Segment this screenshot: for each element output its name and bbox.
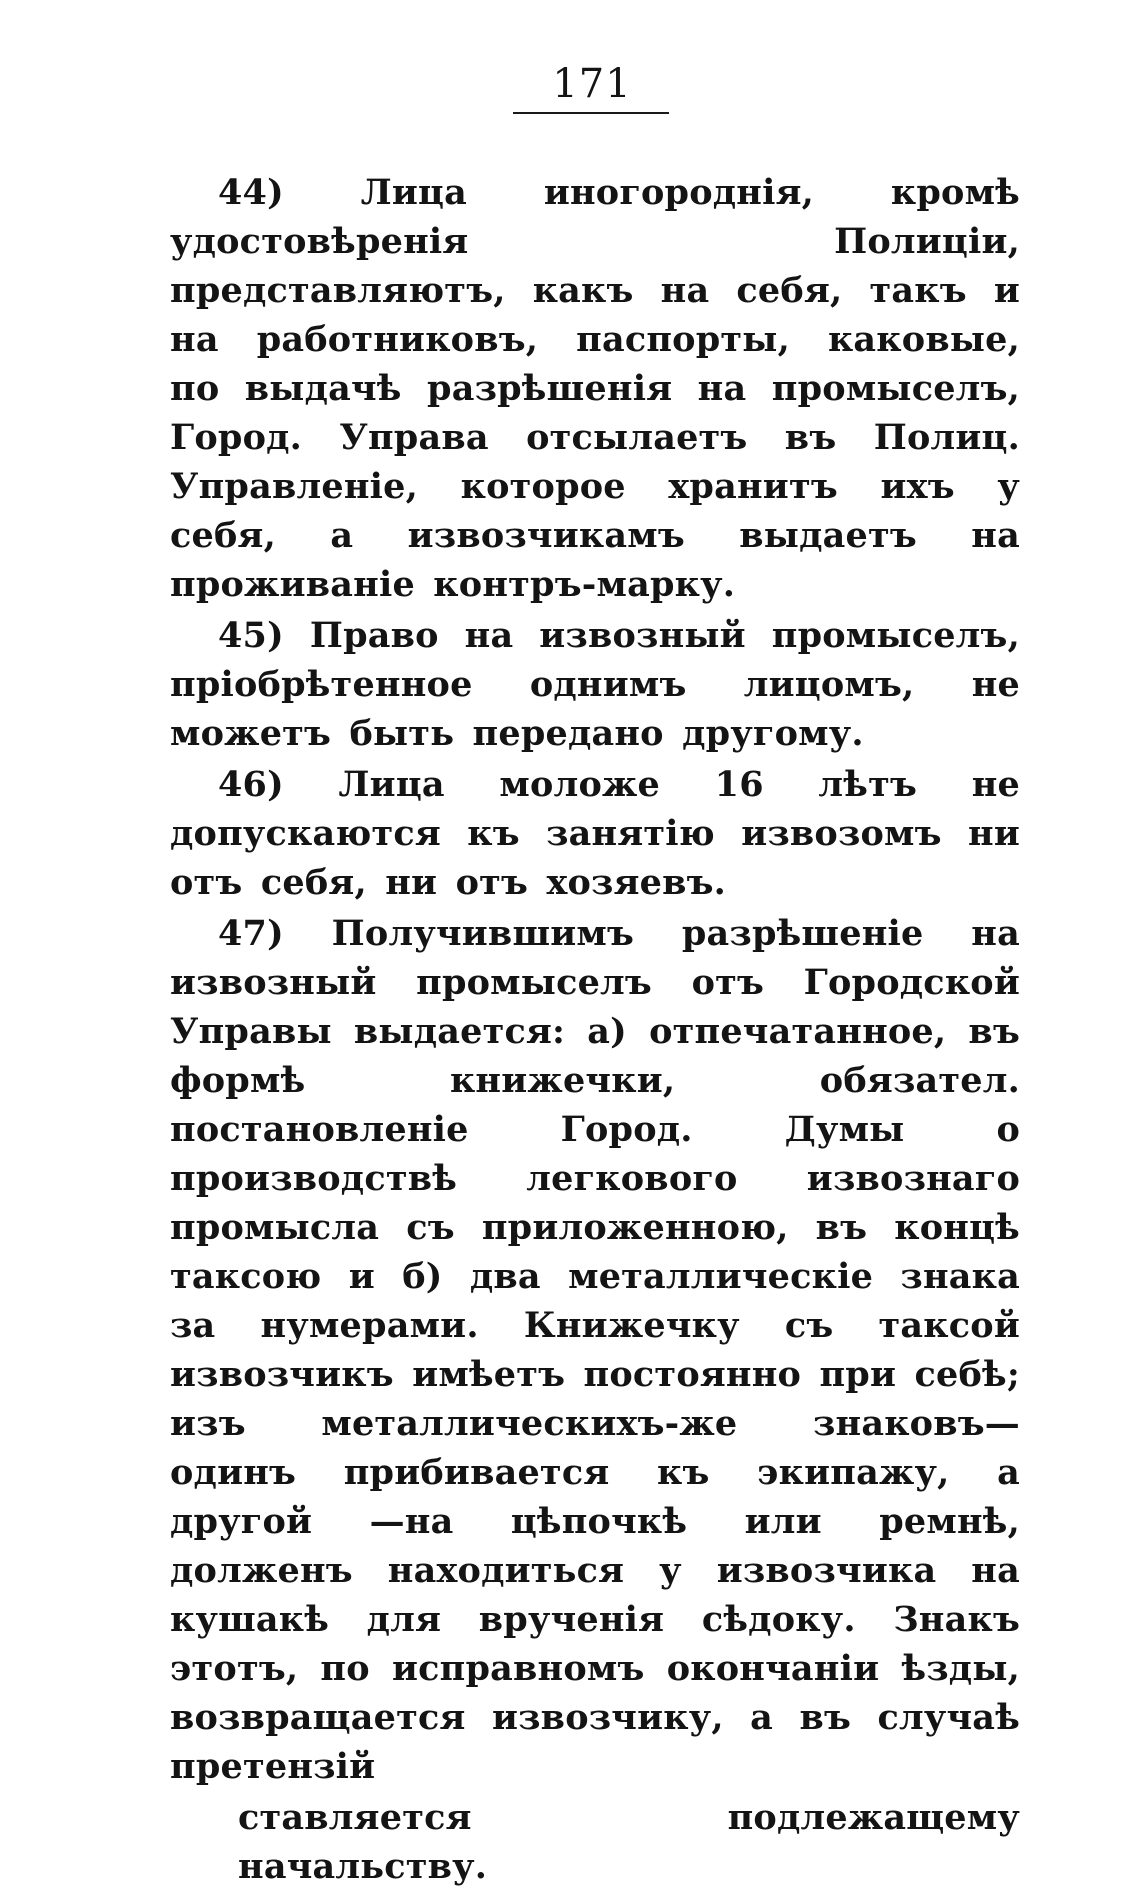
paragraph-continuation: ставляется подлежащему начальству.: [238, 1797, 1020, 1887]
paragraph-46: 46) Лица моложе 16 лѣтъ не допускаются къ занятію извозомъ ни отъ себя, ни отъ хозяевъ.: [170, 764, 1020, 903]
page-number-rule: [513, 112, 669, 114]
document-body: [170, 168, 1020, 1891]
paragraph-47: 47) Получившимъ разрѣшеніе на извозный промыселъ отъ Городской Управы выдается: а) отпечатанное, въ формѣ книжечки, обязател. постановленіе Город. Думы о производствѣ легкового извознаго промысла съ приложенною, въ концѣ таксою и б) два металлическіе знака за нумерами. Книжечку съ таксой извозчикъ имѣетъ постоянно при себѣ; изъ металлическихъ-же знаковъ—одинъ прибивается къ экипажу, а другой —на цѣпочкѣ или ремнѣ, долженъ находиться у извозчика на кушакѣ для врученія сѣдоку. Знакъ этотъ, по исправномъ окончаніи ѣзды, возвращается извозчику, а въ случаѣ претензій: [170, 913, 1020, 1787]
paragraph-45: 45) Право на извозный промыселъ, пріобрѣтенное однимъ лицомъ, не можетъ быть передано другому.: [170, 615, 1020, 754]
page-number: 171: [552, 61, 632, 107]
paragraph-44: 44) Лица иногороднія, кромѣ удостовѣренія Полиціи, представляютъ, какъ на себя, такъ и на работниковъ, паспорты, каковые, по выдачѣ разрѣшенія на промыселъ, Город. Управа отсылаетъ въ Полиц. Управленіе, которое хранитъ ихъ у себя, а извозчикамъ выдаетъ на проживаніе контръ-марку.: [170, 172, 1020, 605]
